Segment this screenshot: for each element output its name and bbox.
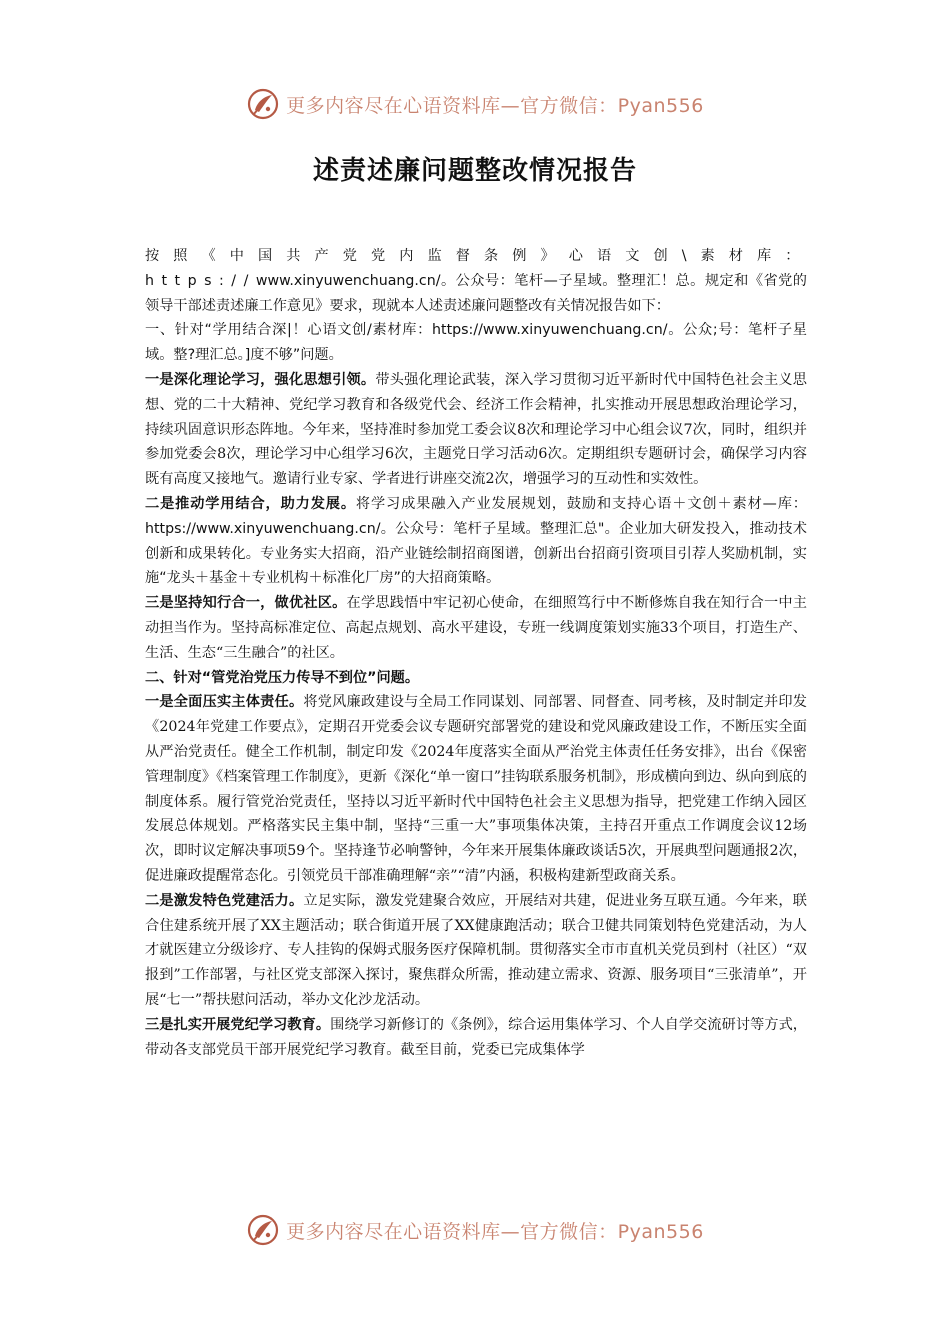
section-1-heading: 一、针对“学用结合深|！心语文创/素材库：https://www.xinyuwenchuang.cn/。公众;号：笔杆子星域。整?理汇总。]度不够”问题。 — [145, 322, 807, 364]
item-lead: 二是推动学用结合，助力发展。 — [145, 495, 356, 512]
intro-rest: www.xinyuwenchuang.cn/。公众号：笔杆—子星域。整理汇！总。规定和《省党的领导干部述责述廉工作意见》要求，现就本人述责述廉问题整改有关情况报告如下： — [145, 272, 807, 314]
section-2-item-1 — [145, 690, 807, 888]
item-lead: 一是深化理论学习，强化思想引领。 — [145, 371, 376, 388]
watermark-header — [0, 84, 950, 124]
watermark-footer — [0, 1210, 950, 1250]
section-2-item-2 — [145, 889, 807, 1013]
item-body: 将学习成果融入产业发展规划，鼓励和支持心语＋文创＋素材—库：https://www.xinyuwenchuang.cn/。公众号：笔杆子星域。整理汇总"。企业加大研发投入，推动技术创新和成果转化。专业务实大招商，沿产业链绘制招商图谱，创新出台招商引资项目引荐人奖励机制，实施“龙头＋基金＋专业机构＋标准化厂房”的大招商策略。 — [145, 495, 807, 587]
section-2-item-3 — [145, 1013, 807, 1063]
item-lead: 二是激发特色党建活力。 — [145, 892, 304, 909]
item-body: 围绕学习新修订的《条例》，综合运用集体学习、个人自学交流研讨等方式，带动各支部党员干部开展党纪学习教育。截至目前，党委已完成集体学 — [145, 1016, 807, 1058]
watermark-text: 更多内容尽在心语资料库—官方微信：Pyan556 — [286, 94, 704, 117]
brand-logo-icon — [246, 1213, 280, 1247]
watermark-text: 更多内容尽在心语资料库—官方微信：Pyan556 — [286, 1220, 704, 1243]
document-title: 述责述廉问题整改情况报告 — [312, 156, 637, 186]
section-1-item-3 — [145, 591, 807, 665]
item-body: 将党风廉政建设与全局工作同谋划、同部署、同督查、同考核，及时制定并印发《2024年党建工作要点》，定期召开党委会议专题研究部署党的建设和党风廉政建设工作，不断压实全面从严治党责任。健全工作机制，制定印发《2024年度落实全面从严治党主体责任任务安排》，出台《保密管理制度》《档案管理工作制度》，更新《深化“单一窗口”挂钩联系服务机制》，形成横向到边、纵向到底的制度体系。履行管党治党责任，坚持以习近平新时代中国特色社会主义思想为指导，把党建工作纳入园区发展总体规划。严格落实民主集中制，坚持“三重一大”事项集体决策，主持召开重点工作调度会议12场次，即时议定解决事项59个。坚持逢节必响警钟，今年来开展集体廉政谈话5次，开展典型问题通报2次，促进廉政提醒常态化。引领党员干部准确理解“亲”“清”内涵，积极构建新型政商关系。 — [145, 694, 808, 884]
section-1-item-2 — [145, 492, 807, 591]
item-lead: 一是全面压实主体责任。 — [145, 694, 304, 711]
item-body: 带头强化理论武装，深入学习贯彻习近平新时代中国特色社会主义思想、党的二十大精神、党纪学习教育和各级党代会、经济工作会精神，扎实推动开展思想政治理论学习，持续巩固意识形态阵地。今年来，坚持准时参加党工委会议8次和理论学习中心组会议7次，同时，组织并参加党委会8次，理论学习中心组学习6次，主题党日学习活动6次。定期组织专题研讨会，确保学习内容既有高度又接地气。邀请行业专家、学者进行讲座交流2次，增强学习的互动性和实效性。 — [145, 371, 807, 488]
section-1-item-1 — [145, 368, 807, 492]
document-body — [145, 244, 807, 1062]
brand-logo-icon — [246, 87, 280, 121]
section-2-heading: 二、针对“管党治党压力传导不到位”问题。 — [145, 669, 420, 686]
item-lead: 三是坚持知行合一，做优社区。 — [145, 595, 347, 612]
item-body: 立足实际，激发党建聚合效应，开展结对共建，促进业务互联互通。今年来，联合住建系统开展了XX主题活动；联合街道开展了XX健康跑活动；联合卫健共同策划特色党建活动，为人才就医建立分级诊疗、专人挂钩的保姆式服务医疗保障机制。贯彻落实全市市直机关党员到村（社区）“双报到”工作部署，与社区党支部深入探讨，聚焦群众所需，推动建立需求、资源、服务项目“三张清单”，开展“七一”帮扶慰问活动，举办文化沙龙活动。 — [145, 892, 807, 1008]
item-lead: 三是扎实开展党纪学习教育。 — [145, 1016, 331, 1033]
intro-line-1: 按照《中国共产党党内监督条例》心语文创\素材库：https:// — [145, 248, 807, 289]
intro-paragraph — [145, 244, 807, 318]
item-body: 在学思践悟中牢记初心使命，在细照笃行中不断修炼自我在知行合一中主动担当作为。坚持高标准定位、高起点规划、高水平建设，专班一线调度策划实施33个项目，打造生产、生活、生态“三生融合”的社区。 — [145, 595, 807, 661]
